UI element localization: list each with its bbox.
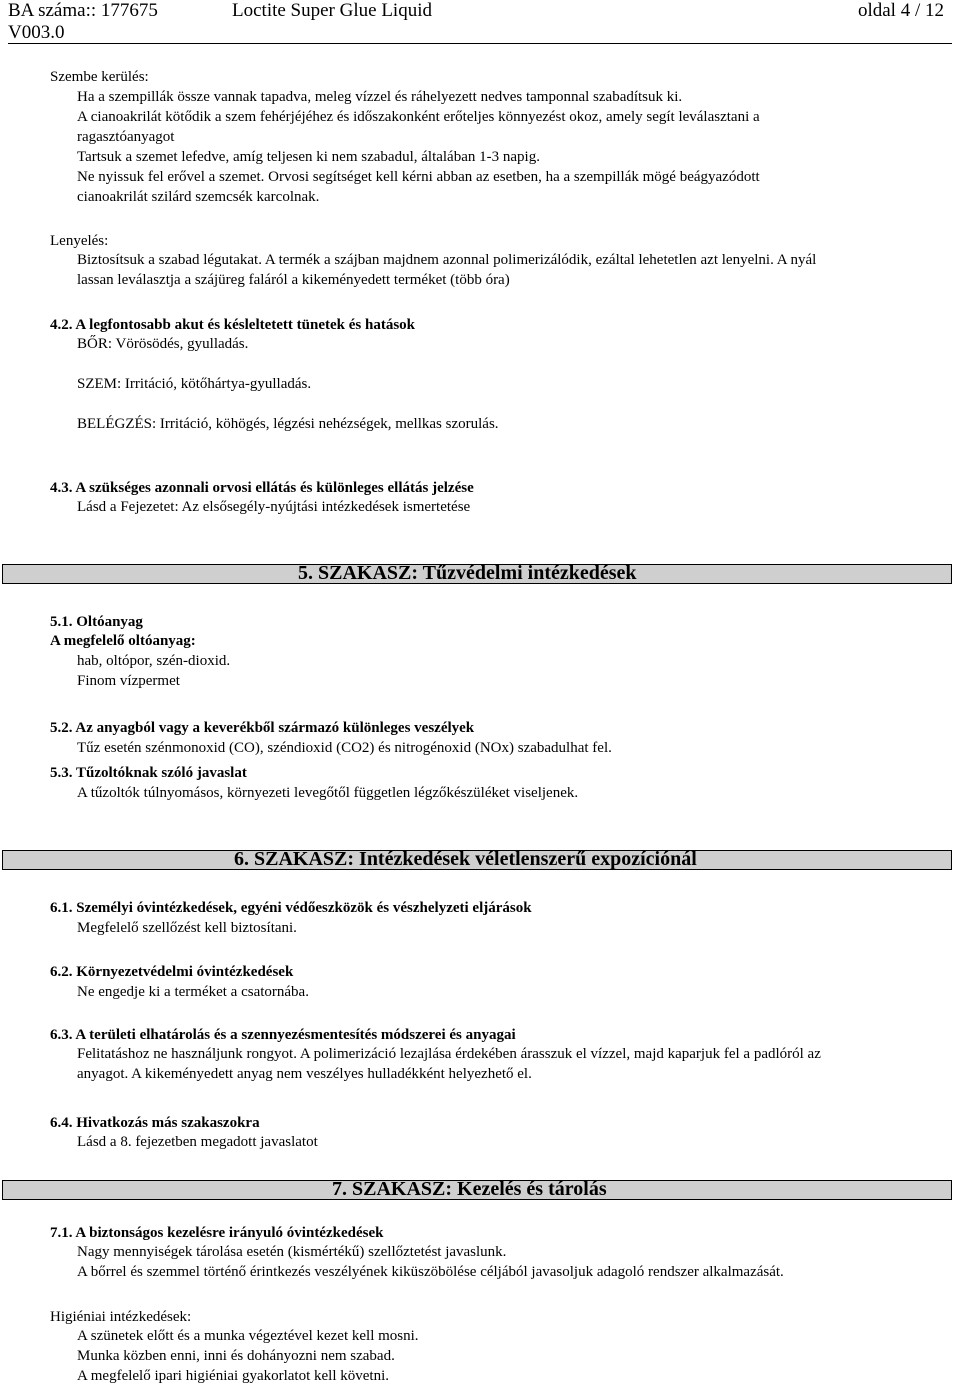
text-line: ragasztóanyagot (77, 129, 175, 145)
section-6-title: 6. SZAKASZ: Intézkedések véletlenszerű expozíciónál (234, 848, 697, 870)
eye-contact-label: Szembe kerülés: (50, 69, 149, 85)
eye-contact-text (77, 87, 947, 207)
page-header (8, 0, 952, 44)
text-line: Felitatáshoz ne használjunk rongyot. A polimerizáció lezajlása érdekében árasszuk el vízzel, majd kaparjuk fel a padlóról az (77, 1046, 821, 1062)
symptom-eye: SZEM: Irritáció, kötőhártya-gyulladás. (77, 376, 312, 392)
section-6-1-text: Megfelelő szellőzést kell biztosítani. (77, 920, 297, 936)
version-label: V003.0 (8, 22, 65, 43)
text-line: A bőrrel és szemmel történő érintkezés veszélyének kiküszöbölése céljából javasoljuk adagoló rendszer alkalmazását. (77, 1264, 784, 1280)
text-line: Munka közben enni, inni és dohányozni nem szabad. (77, 1348, 395, 1364)
section-7-title: 7. SZAKASZ: Kezelés és tárolás (332, 1178, 607, 1200)
section-5-1-heading: 5.1. Oltóanyag (50, 614, 143, 630)
section-5-3-text: A tűzoltók túlnyomásos, környezeti levegőtől független légzőkészüléket viseljenek. (77, 785, 579, 801)
document-id: BA száma:: 177675 (8, 0, 158, 21)
symptom-skin: BŐR: Vörösödés, gyulladás. (77, 336, 249, 352)
section-4-3-text: Lásd a Fejezetet: Az elsősegély-nyújtási intézkedések ismertetése (77, 499, 471, 515)
text-line: hab, oltópor, szén-dioxid. (77, 653, 231, 669)
section-6-3-heading: 6.3. A területi elhatárolás és a szennyezésmentesítés módszerei és anyagai (50, 1027, 516, 1043)
section-5-3-heading: 5.3. Tűzoltóknak szóló javaslat (50, 765, 247, 781)
text-line: Nagy mennyiségek tárolása esetén (kismértékű) szellőztetést javaslunk. (77, 1244, 507, 1260)
text-line: Ha a szempillák össze vannak tapadva, meleg vízzel és ráhelyezett nedves tamponnal szabadítsuk ki. (77, 89, 683, 105)
ingestion-label: Lenyelés: (50, 233, 109, 249)
text-line: A megfelelő ipari higiéniai gyakorlatot kell követni. (77, 1368, 389, 1384)
symptom-inhalation: BELÉGZÉS: Irritáció, köhögés, légzési nehézségek, mellkas szorulás. (77, 416, 499, 432)
section-6-4-text: Lásd a 8. fejezetben megadott javaslatot (77, 1134, 318, 1150)
text-line: Ne nyissuk fel erővel a szemet. Orvosi segítséget kell kérni abban az esetben, ha a szempillák mögé beágyazódott (77, 169, 760, 185)
page-number: oldal 4 / 12 (857, 0, 944, 21)
section-6-4-heading: 6.4. Hivatkozás más szakaszokra (50, 1115, 260, 1131)
text-line: Biztosítsuk a szabad légutakat. A termék a szájban majdnem azonnal polimerizálódik, ezáltal lehetetlen azt lenyelni. A nyál (77, 252, 817, 268)
hygiene-text (77, 1326, 947, 1386)
text-line: lassan leválasztja a szájüreg faláról a kikeményedett terméket (több óra) (77, 272, 510, 288)
section-5-1-subheading: A megfelelő oltóanyag: (50, 633, 196, 649)
section-6-1-heading: 6.1. Személyi óvintézkedések, egyéni védőeszközök és vészhelyzeti eljárások (50, 900, 532, 916)
section-5-1-text (77, 651, 947, 691)
section-7-1-text (77, 1242, 947, 1282)
text-line: cianoakrilát szilárd szemcsék karcolnak. (77, 189, 320, 205)
section-6-2-text: Ne engedje ki a terméket a csatornába. (77, 984, 309, 1000)
section-5-2-heading: 5.2. Az anyagból vagy a keverékből származó különleges veszélyek (50, 720, 475, 736)
text-line: A szünetek előtt és a munka végeztével kezet kell mosni. (77, 1328, 419, 1344)
text-line: Finom vízpermet (77, 673, 180, 689)
section-4-2-heading: 4.2. A legfontosabb akut és késleltetett tünetek és hatások (50, 317, 416, 333)
text-line: A cianoakrilát kötődik a szem fehérjéjéhez és időszakonként erőteljes könnyezést okoz, amely segít leválasztani a (77, 109, 760, 125)
section-5-2-text: Tűz esetén szénmonoxid (CO), széndioxid (CO2) és nitrogénoxid (NOx) szabadulhat fel. (77, 740, 612, 756)
section-6-2-heading: 6.2. Környezetvédelmi óvintézkedések (50, 964, 294, 980)
hygiene-label: Higiéniai intézkedések: (50, 1309, 192, 1325)
text-line: anyagot. A kikeményedett anyag nem veszélyes hulladékként helyezhető el. (77, 1066, 532, 1082)
section-4-3-heading: 4.3. A szükséges azonnali orvosi ellátás és különleges ellátás jelzése (50, 480, 474, 496)
text-line: Tartsuk a szemet lefedve, amíg teljesen ki nem szabadul, általában 1-3 napig. (77, 149, 540, 165)
section-6-3-text (77, 1044, 947, 1084)
header-divider (8, 43, 952, 44)
section-5-title: 5. SZAKASZ: Tűzvédelmi intézkedések (298, 562, 637, 584)
section-7-1-heading: 7.1. A biztonságos kezelésre irányuló óvintézkedések (50, 1225, 384, 1241)
product-name: Loctite Super Glue Liquid (232, 0, 432, 21)
ingestion-text (77, 250, 947, 290)
